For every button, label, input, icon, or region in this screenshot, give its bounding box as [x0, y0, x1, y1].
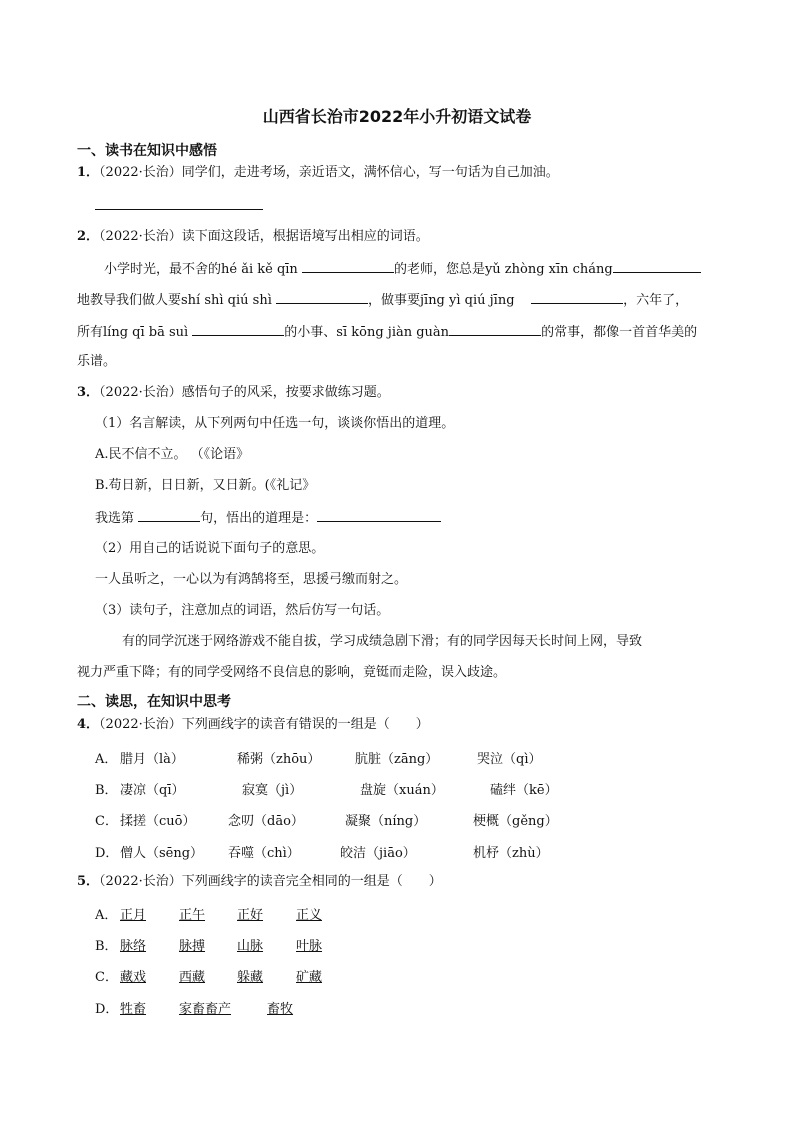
q2-blank-2[interactable] [613, 259, 701, 273]
q4-option-a[interactable]: A． 腊月（là） 稀粥（zhōu） 肮脏（zāng） 哭泣（qì） [95, 752, 542, 767]
q2-blank-4[interactable] [531, 290, 623, 304]
q3-choose-label: 我选第 [95, 511, 139, 526]
q3-sub-2-text: 一人虽听之，一心以为有鸿鹄将至，思援弓缴而射之。 [95, 572, 408, 587]
q3-source: （2022·长治） [99, 385, 182, 400]
q3-reason-blank[interactable] [317, 508, 441, 522]
q5-number: 5． [77, 874, 100, 889]
section-heading-2: 二、读思，在知识中思考 [77, 694, 231, 710]
q2-text-3c: 的常事，都像一首首华美的 [541, 325, 698, 340]
question-2 [77, 228, 429, 246]
q3-number: 3． [77, 385, 100, 400]
section-heading-1: 一、读书在知识中感悟 [77, 143, 217, 159]
q3-choice-line [95, 508, 441, 528]
q2-line-4: 乐谱。 [77, 354, 117, 369]
q2-pinyin-4: ，做事要jīng yì qiú jīng [368, 293, 515, 308]
q3-sub-3: （3）读句子，注意加点的词语，然后仿写一句话。 [95, 603, 390, 618]
q2-pinyin-1: 小学时光，最不舍的hé ǎi kě qīn [104, 262, 302, 277]
q1-answer-line[interactable] [95, 196, 263, 216]
q2-pinyin-6: 的小事、sī kōng jiàn guàn [284, 325, 450, 340]
q5-option-b[interactable]: B． 脉络 脉搏 山脉 叶脉 [95, 939, 323, 954]
q2-source: （2022·长治） [99, 229, 182, 244]
q5-text: 下列画线字的读音完全相同的一组是（ ） [181, 874, 442, 889]
q3-text: 感悟句子的风采，按要求做练习题。 [181, 385, 390, 400]
question-3 [77, 384, 390, 402]
q5-option-a[interactable]: A． 正月 正午 正好 正义 [95, 908, 323, 923]
q4-source: （2022·长治） [99, 717, 182, 732]
q1-source: （2022·长治） [99, 165, 182, 180]
q3-passage-line-2: 视力严重下降；有的同学受网络不良信息的影响，竟铤而走险，误入歧途。 [77, 665, 507, 680]
q3-sub-2: （2）用自己的话说说下面句子的意思。 [95, 541, 325, 556]
q1-text: 同学们，走进考场，亲近语文，满怀信心，写一句话为自己加油。 [181, 165, 559, 180]
q3-option-b: B.苟日新，日日新，又日新。(《礼记》 [95, 478, 316, 493]
q2-line-3 [77, 322, 697, 342]
q2-text: 读下面这段话，根据语境写出相应的词语。 [181, 229, 429, 244]
q2-pinyin-3: 地教导我们做人要shí shì qiú shì [77, 293, 276, 308]
question-1 [77, 164, 559, 182]
q4-number: 4． [77, 717, 100, 732]
q3-reason-label: 句，悟出的道理是： [200, 511, 318, 526]
q2-blank-1[interactable] [302, 259, 394, 273]
q4-option-b[interactable]: B． 凄凉（qī） 寂寞（jì） 盘旋（xuán） 磕绊（kē） [95, 783, 558, 798]
q2-blank-6[interactable] [449, 322, 541, 336]
q3-sub-1: （1）名言解读，从下列两句中任选一句，谈谈你悟出的道理。 [95, 416, 455, 431]
q4-option-d[interactable]: D． 僧人（sēng） 吞噬（chì） 皎洁（jiāo） 机杼（zhù） [95, 846, 549, 861]
q5-option-c[interactable]: C． 藏戏 西藏 躲藏 矿藏 [95, 970, 323, 985]
q4-text: 下列画线字的读音有错误的一组是（ ） [181, 717, 429, 732]
q2-line-1 [104, 259, 701, 279]
q3-option-a: A.民不信不立。 （《论语》 [95, 447, 250, 462]
q2-blank-5[interactable] [192, 322, 284, 336]
q3-choice-blank[interactable] [138, 508, 200, 522]
q1-number: 1． [77, 165, 100, 180]
q3-passage-line-1: 有的同学沉迷于网络游戏不能自拔，学习成绩急剧下滑；有的同学因每天长时间上网，导致 [122, 634, 643, 649]
q2-blank-3[interactable] [276, 290, 368, 304]
question-4 [77, 716, 429, 734]
q2-number: 2． [77, 229, 100, 244]
q2-pinyin-5: 所有líng qī bā suì [77, 325, 193, 340]
q4-option-c[interactable]: C． 揉搓（cuō） 念叨（dāo） 凝聚（níng） 梗概（gěng） [95, 814, 558, 829]
q2-text-2c: ，六年了， [623, 293, 689, 308]
question-5 [77, 873, 442, 891]
q5-option-d[interactable]: D． 牲畜 家畜畜产 畜牧 [95, 1002, 294, 1017]
page-title: 山西省长治市2022年小升初语文试卷 [262, 107, 532, 126]
q5-source: （2022·长治） [99, 874, 182, 889]
q2-line-2 [77, 290, 688, 310]
q2-pinyin-2: 的老师，您总是yǔ zhòng xīn cháng [393, 262, 613, 277]
